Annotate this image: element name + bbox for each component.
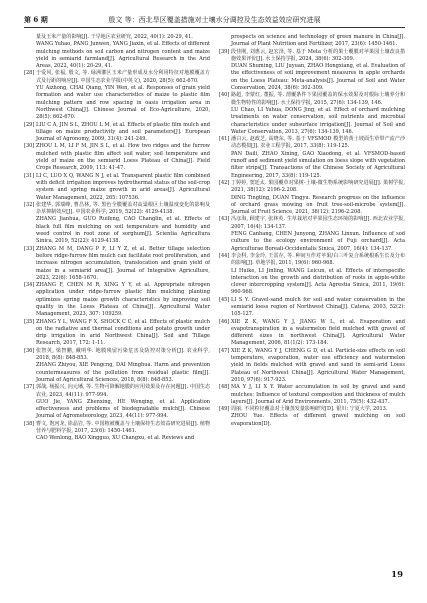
reference-entry (24, 143, 210, 172)
reference-text: 冯彦海, 顾建宇, 张林英. 生草栽培对苹果园生态环境的影响[J]. 西北农业学报, 2007, 16(4): 134-137. (231, 216, 405, 230)
reference-text: prospects on science and technology of green manure in China[J]. Journal of Plant Nutrition and Fertilizer, 2017, 23(6): 1450-1461. (231, 34, 405, 48)
reference-entry (24, 85, 210, 121)
reference-text: 量及玉米产量的影响[J]. 干旱地区农业研究, 2022, 40(1): 20-29, 41. (36, 34, 193, 40)
reference-text: GUO Jie, YANG Zhenxing, HE Wenqing, et al. Application effectiveness and problems of biodegradable mulch[J]. Chinese Journal of Agrometeorology, 2023, 44(11): 977-994. (36, 398, 210, 420)
reference-text: CAO Wenlong, BAO Xingguo, XU Changxu, et al. Reviews and (36, 435, 195, 442)
reference-number: [40] (219, 92, 230, 99)
reference-text: LI C, LUO X Q, WANG N J, et al. Transparent plastic film combined with deficit irrigation improves hydrothermal status of the soil-crop system and spring maize growth in arid areas[J]. Agricultural Water Management, 2022, 265: 107536. (36, 172, 210, 201)
reference-number: [47] (219, 347, 230, 354)
reference-entry (24, 202, 210, 217)
running-title: 殷文 等：西北旱区覆盖措施对土壤水分调控及生态效益效应研究进展 (108, 16, 321, 24)
page-number: 19 (391, 570, 403, 580)
running-header (24, 15, 405, 28)
reference-text: ZHANG F, CHEN M R, XING Y Y, et al. Appropriate nitrogen application under ridge-furrow plastic film mulching planting optimizes spring maize growth characteristics by improving soil quality in the Loess Plateau of China[J]. Agricultural Water Management, 2023, 307: 109259. (36, 282, 210, 318)
reference-entry (24, 319, 210, 348)
reference-entry (219, 34, 405, 49)
reference-entry (219, 63, 405, 92)
reference-entry (24, 122, 210, 144)
reference-entry (219, 107, 405, 136)
reference-entry (24, 34, 210, 41)
reference-entry (219, 268, 405, 297)
reference-number: [30] (24, 143, 35, 150)
reference-text: 于爱风, 张福, 殷文, 等. 绿洲灌区玉米产量形成及水分利用特征对地膜覆盖方式及行距的响应[J]. 中国生态农业学报(中英文), 2020, 28(5): 662-670. (36, 70, 210, 84)
reference-text: LI Huike, LI Jinling, WANG Leicun, et al. Effects of interspecific interaction on the growth and distribution of roots in apple-white clover intercropping system[J]. Acta Agrestia Sinica, 2011, 19(6): 960-968. (231, 267, 405, 296)
reference-text: 张智英, 梁智鹏, 戴明华. 地膜残留污染危害及防控对策分析[J]. 农业科学, 2018, 8(8): 848-853. (36, 347, 210, 362)
reference-number: [28] (24, 70, 35, 77)
reference-text: LI S Y. Gravel-sand mulch for soil and water conservation in the semiarid loess region of Northwest China[J]. Catena, 2003, 52(2): 105-127. (231, 296, 405, 318)
reference-text: FENG Canhang, CHEN Junyong, ZHANG Linxun. Influence of sod culture to the ecology environment of Fuji orchard[J]. Acta Agriculturae Boreali-Occidentalis Sinica, 2007, 16(4): 134-137. (231, 231, 405, 252)
reference-entry (219, 49, 405, 64)
reference-text: LIU C A, JIN S L, ZHOU L M, et al. Effects of plastic film mulch and tillage on maize productivity and soil parameters[J]. European Journal of Agronomy, 2009, 31(4): 241-249. (36, 121, 210, 143)
reference-entry (219, 180, 405, 195)
reference-text: DING Tingting, DUAN Tingyu. Research progress on the influence of orchard grass mowing on fruit tree-soil-microbe system[J]. Journal of Fruit Science, 2021, 38(12): 2196-2.208. (231, 194, 405, 216)
reference-text: YU Aizhong, CHAI Qiang, YIN Wen, et al. Responses of grain yield formation and water use characteristics of maize to plastic film mulching pattern and row spacing in oasis irrigation area in Northwest China[J]. Chinese Journal of Eco-Agriculture, 2020, 28(5): 662-670. (36, 85, 210, 121)
reference-entry (219, 92, 405, 107)
reference-entry (24, 216, 210, 245)
reference-entry (24, 348, 210, 363)
reference-entry (219, 384, 405, 406)
reference-text: 段佳刚, 刘惠云, 赵宏泽, 等. 基于 Meta 分析的果土覆膜对苹果园土壤改良措施效果评价[J]. 水土保持学报, 2024, 38(6): 302-309. (231, 48, 405, 62)
reference-text: WANG Yuhao, PANG Junwen, YANG Jiaxin, et al. Effects of different mulching methods on soil carbon and nitrogen content and maize yield in semiarid farmland[J]. Agricultural Research in the Arid Areas, 2022, 40(1): 20-29, 41. (36, 41, 210, 70)
reference-entry (219, 231, 405, 253)
reference-text: 张建华, 郭瑞峰, 曹昌林, 等. 黑色全膜覆盖对高粱根区土壤温度变化的影响及杂草抑制效应[J]. 中国农业科学, 2019, 52(22): 4129-4138. (36, 201, 210, 216)
reference-entry (219, 319, 405, 348)
reference-entry (219, 297, 405, 319)
reference-number: [37] (24, 384, 35, 391)
reference-number: [46] (219, 318, 230, 325)
reference-column-right (219, 34, 405, 428)
reference-text: 郭战, 杨振兴, 向元璠, 等. 生物可降解地膜的应用效果及存在问题[J]. 中国生态农业, 2023, 44(11): 977-994. (36, 384, 210, 398)
reference-number: [49] (219, 406, 230, 413)
reference-entry (24, 173, 210, 202)
reference-number: [43] (219, 216, 230, 223)
reference-number: [31] (24, 172, 35, 179)
reference-entry (24, 384, 210, 399)
reference-entry (219, 151, 405, 180)
reference-entry (24, 435, 210, 442)
reference-number: [42] (219, 179, 230, 186)
reference-number: [35] (24, 318, 35, 325)
reference-text: 曹文, 饱河龙, 徐晶岩, 等. 中国植被覆盖与土壤保持生态效益研究进展[J]. 植物营养与肥料学报, 2017, 23(6): 1450-1461. (36, 420, 210, 435)
reference-text: MA Y J, LI X Y. Water accumulation in soil by gravel and sand mulches: Influence of textural composition and thickness of mulch layers[J]. Journal of Arid Environments, 2011, 75(5): 432-437. (231, 384, 405, 405)
reference-entry (219, 253, 405, 268)
reference-text: ZHOU Yue. Effects of different gravel mulching on soil evaporation[D]. (231, 413, 405, 427)
reference-entry (219, 406, 405, 413)
reference-number: [36] (24, 347, 35, 354)
reference-text: ZHOU L M, LI F M, JIN S L, et al. How two ridges and the furrow mulched with plastic film affect soil water, soil temperature and yield of maize on the semiarid Loess Plateau of China[J]. Field Crops Research, 2009, 113: 41-47. (36, 143, 210, 172)
reference-entry (24, 246, 210, 282)
reference-text: ZHANG M M, DANG P F, LI Y Z, et al. Better tillage selection before ridge-furrow film mulch can facilitate root proliferation, and increase nitrogen accumulation, translocation and grain yield of maize in a semiarid area[J]. Journal of Integrative Agriculture, 2023, 22(6): 1658-1670. (36, 245, 210, 281)
reference-text: 路超, 李蒙红, 董振, 等. 渭覆条件下果园覆盖的保水效果及对根际土壤养分和微生物特性的影响[J]. 水土保持学报, 2015, 27(6): 134-139, 146. (231, 92, 405, 106)
reference-entry (219, 195, 405, 217)
reference-entry (24, 399, 210, 421)
reference-number: [33] (24, 245, 35, 252)
reference-text: XIE Z K, WANG Y J, JIANG W L, et al. Evaporation and evapotranspiration in a watermelon field mulched with gravel of different sizes in northwest China[J]. Agricultural Water Management, 2006, 81(1/2): 173-184. (231, 318, 405, 347)
reference-number: [44] (219, 252, 230, 259)
reference-entry (219, 216, 405, 231)
reference-number: [41] (219, 136, 230, 143)
issue-label: 第 6 期 (24, 15, 48, 24)
reference-number: [29] (24, 121, 35, 128)
reference-text: ZHANG Y L, WANG F X, SHOCK C C, et al. Effects of plastic mulch on the radiative and thermal conditions and potato growth under drip irrigation in arid Northwest China[J]. Soil and Tillage Research, 2017, 172: 1-11. (36, 318, 210, 347)
reference-text: XIE Z K, WANG Y J, CHENG G D, et al. Particle-size effects on soil temperature, evaporation, water use efficiency and watermelon yield in fields mulched with gravel and sand in semi-arid Loess Plateau of Northwest China[J]. Agricultural Water Management, 2010, 97(6): 917-923. (231, 347, 405, 383)
reference-text: ZHANG Jianhua, GUO Ruifeng, CAO Changlin, et al. Effects of black full film mulching on soil temperature and humidity and weed control in root zone of sorghum[J]. Scientia Agricultura Sinica, 2019, 52(22): 4129-4138. (36, 216, 210, 245)
reference-text: DUAN Shuming, LIU Juyuan, ZHAO Hongxiang, et al. Evaluation of the effectiveness of soil improvement measures in apple orchards on the Loess Plateau: Meta-analysis[J]. Journal of Soil and Water Conservation, 2024, 38(6): 302-309. (231, 63, 405, 92)
reference-entry (24, 421, 210, 436)
reference-text: 潘白云, 赵政芝, 高晓东, 等. 基于 VFSMOD 模型的黄土坡面生草带产流产沙动态模拟[J]. 农业工程学报, 2017, 33(8): 119-125. (231, 136, 405, 150)
reference-text: 丁婷婷, 窦廷太. 果园覆草对果树-土壤-微生物系统影响研究进展[J]. 果树学报, 2021, 38(12): 2196-2.208. (231, 179, 405, 194)
reference-text: 周丽. 不同粒径覆盖对土壤蒸发量影响研究[D]. 银川: 宁夏大学, 2013. (231, 406, 388, 413)
reference-number: [45] (219, 296, 230, 303)
reference-entry (24, 282, 210, 318)
reference-entry (219, 413, 405, 428)
reference-text: LU Chao, LI Yuhua, DONG Jing, et al. Effect of orchard mulching treatments on water conservation, soil nutrients and microbial characteristics under subsurface irrigation[J]. Journal of Soil and Water Conservation, 2013, 27(6): 134-139, 146. (231, 106, 405, 135)
reference-entry (219, 348, 405, 384)
reference-entry (24, 41, 210, 70)
reference-text: ZHANG Zhiyou, XIE Pengcng, DAI Minghua. Harm and prevention countermeasures of the pollution from residual plastic film[J]. Journal of Agricultural Sciences, 2018, 8(8): 848-853. (36, 362, 210, 383)
reference-text: 李会科, 李金玲, 王雷存, 等. 种间互作对苹果/白三叶复合系统根系生长及分布的影响[J]. 草地学报, 2011, 19(6): 960-968. (231, 252, 405, 267)
reference-number: [39] (219, 48, 230, 55)
reference-number: [48] (219, 384, 230, 391)
reference-entry (24, 362, 210, 384)
reference-number: [34] (24, 282, 35, 289)
reference-column-left (24, 34, 210, 443)
reference-entry (24, 70, 210, 85)
reference-number: [32] (24, 201, 35, 208)
reference-text: PAN Daili, ZHAO Xining, GAO Xiaodong, et al. VFSMOD-based runoff and sediment yield simulation on loess slope with vegetation filter strips[J]. Transactions of the Chinese Society of Agricultural Engineering, 2017, 33(8): 119-125. (231, 150, 405, 179)
reference-number: [38] (24, 420, 35, 427)
reference-entry (219, 136, 405, 151)
